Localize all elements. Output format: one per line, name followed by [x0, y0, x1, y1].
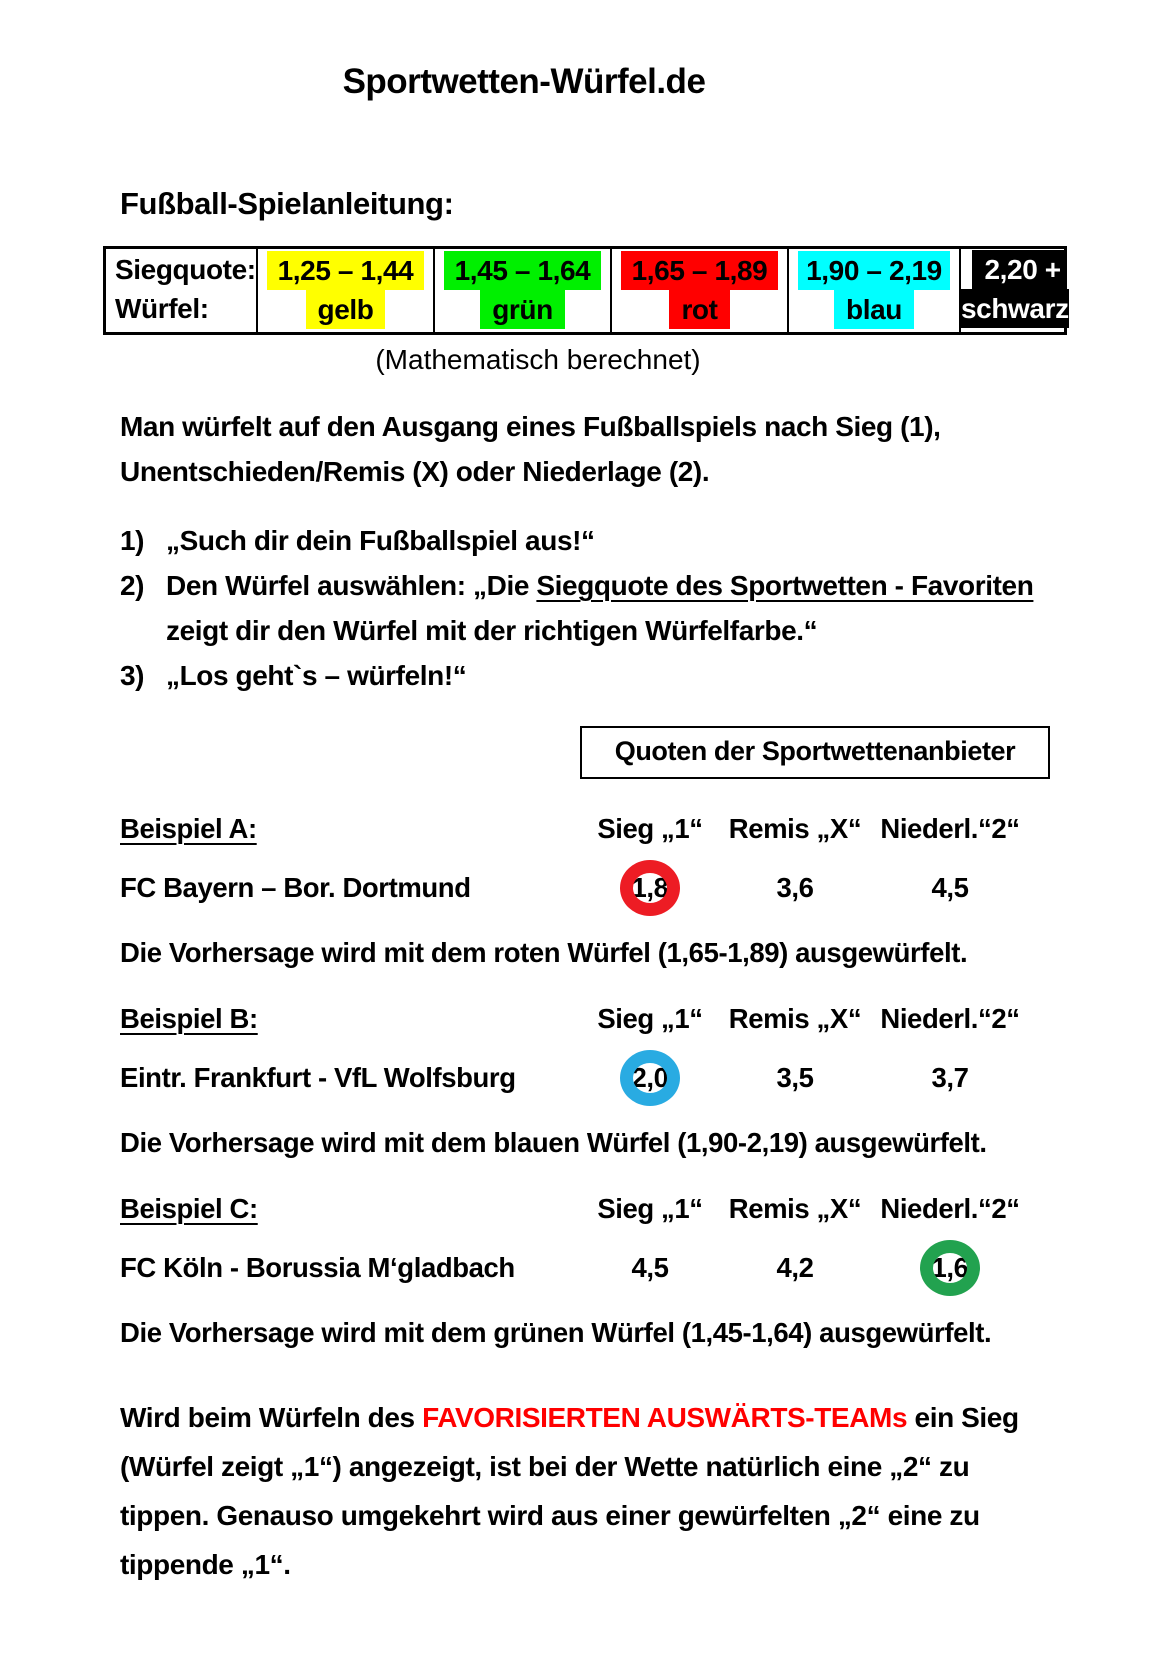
example-b-loss-odds: 3,7	[931, 1062, 969, 1093]
step-3-text: „Los geht`s – würfeln!“	[166, 660, 467, 691]
dice-cell-blau	[787, 249, 959, 332]
footer-line-1-post: ein Sieg	[907, 1402, 1019, 1433]
footer-line-1	[120, 1393, 1100, 1442]
example-a-header	[103, 813, 1169, 845]
example-b-draw-odds: 3,5	[776, 1062, 814, 1093]
odds-range-schwarz: 2,20 +	[972, 250, 1065, 289]
example-c-caption: Die Vorhersage wird mit dem grünen Würfel (1,45-1,64) ausgewürfelt.	[120, 1317, 992, 1348]
example-b-header	[103, 1003, 1169, 1035]
footer-line-1-pre: Wird beim Würfeln des	[120, 1402, 423, 1433]
example-c-win-odds: 4,5	[631, 1252, 669, 1283]
step-1-number: 1)	[120, 525, 145, 556]
footer-line-4: tippende „1“.	[120, 1549, 291, 1580]
example-c	[0, 1193, 1169, 1349]
table-note: (Mathematisch berechnet)	[375, 344, 701, 375]
example-a-win-odds: 1,8	[585, 872, 715, 904]
page-title: Sportwetten-Würfel.de	[342, 62, 706, 101]
intro-paragraph	[120, 404, 1169, 494]
example-c-label: Beispiel C:	[120, 1193, 258, 1224]
column-header-loss: Niederl.“2“	[880, 813, 1020, 844]
example-a-caption: Die Vorhersage wird mit dem roten Würfel (1,65-1,89) ausgewürfelt.	[120, 937, 968, 968]
color-name-rot: rot	[669, 290, 729, 329]
footer-paragraph	[120, 1393, 1100, 1589]
step-3-number: 3)	[120, 660, 145, 691]
odds-range-rot: 1,65 – 1,89	[621, 251, 778, 290]
example-c-header	[103, 1193, 1169, 1225]
intro-line-1: Man würfelt auf den Ausgang eines Fußballspiels nach Sieg (1),	[120, 411, 941, 442]
step-3	[120, 653, 1169, 698]
table-label-column	[106, 249, 256, 332]
row-label-wuerfel: Würfel:	[115, 293, 209, 324]
example-c-odds-row	[103, 1225, 1169, 1311]
step-2-number: 2)	[120, 570, 145, 601]
intro-line-2: Unentschieden/Remis (X) oder Niederlage (2).	[120, 456, 710, 487]
footer-red-emphasis: FAVORISIERTEN AUSWÄRTS-TEAMs	[422, 1402, 908, 1433]
step-1-text: „Such dir dein Fußballspiel aus!“	[166, 525, 595, 556]
column-header-draw: Remis „X“	[728, 1003, 862, 1034]
step-2-line-2: zeigt dir den Würfel mit der richtigen Würfelfarbe.“	[166, 615, 818, 646]
step-2	[120, 563, 1169, 653]
dice-cell-gruen	[433, 249, 610, 332]
quotes-box-title: Quoten der Sportwettenanbieter	[580, 726, 1050, 779]
color-name-gruen: grün	[480, 290, 565, 329]
dice-cell-schwarz	[959, 249, 1069, 332]
color-name-blau: blau	[834, 290, 914, 329]
example-a-loss-odds: 4,5	[931, 872, 969, 903]
example-c-match: FC Köln - Borussia M‘gladbach	[120, 1252, 515, 1283]
example-a	[0, 813, 1169, 969]
step-2-underlined: Siegquote des Sportwetten - Favoriten	[536, 570, 1034, 601]
odds-range-gruen: 1,45 – 1,64	[444, 251, 601, 290]
footer-line-2: (Würfel zeigt „1“) angezeigt, ist bei der Wette natürlich eine „2“ zu	[120, 1451, 970, 1482]
step-1	[120, 518, 1169, 563]
row-label-siegquote: Siegquote:	[115, 254, 256, 285]
column-header-win: Sieg „1“	[597, 813, 703, 844]
column-header-win: Sieg „1“	[597, 1193, 703, 1224]
step-2-text	[166, 563, 1169, 653]
dice-cell-rot	[610, 249, 787, 332]
odds-range-blau: 1,90 – 2,19	[798, 251, 950, 290]
example-c-draw-odds: 4,2	[776, 1252, 814, 1283]
instruction-steps	[120, 518, 1169, 698]
step-2-prefix: Den Würfel auswählen: „Die	[166, 570, 537, 601]
example-b-label: Beispiel B:	[120, 1003, 258, 1034]
color-name-gelb: gelb	[306, 290, 386, 329]
example-c-loss-odds: 1,6	[875, 1252, 1025, 1284]
color-name-schwarz: schwarz	[961, 289, 1069, 328]
example-b-match: Eintr. Frankfurt - VfL Wolfsburg	[120, 1062, 516, 1093]
example-b-odds-row	[103, 1035, 1169, 1121]
dice-color-table	[103, 246, 1067, 335]
section-heading: Fußball-Spielanleitung:	[120, 186, 454, 221]
column-header-loss: Niederl.“2“	[880, 1193, 1020, 1224]
example-a-odds-row	[103, 845, 1169, 931]
footer-line-3: tippen. Genauso umgekehrt wird aus einer gewürfelten „2“ eine zu	[120, 1500, 980, 1531]
column-header-loss: Niederl.“2“	[880, 1003, 1020, 1034]
dice-cell-gelb	[256, 249, 433, 332]
column-header-draw: Remis „X“	[728, 1193, 862, 1224]
example-b-caption: Die Vorhersage wird mit dem blauen Würfel (1,90-2,19) ausgewürfelt.	[120, 1127, 987, 1158]
odds-range-gelb: 1,25 – 1,44	[267, 251, 424, 290]
example-b-win-odds: 2,0	[585, 1062, 715, 1094]
example-a-draw-odds: 3,6	[776, 872, 814, 903]
column-header-win: Sieg „1“	[597, 1003, 703, 1034]
example-a-label: Beispiel A:	[120, 813, 257, 844]
column-header-draw: Remis „X“	[728, 813, 862, 844]
example-a-match: FC Bayern – Bor. Dortmund	[120, 872, 471, 903]
example-b	[0, 1003, 1169, 1159]
